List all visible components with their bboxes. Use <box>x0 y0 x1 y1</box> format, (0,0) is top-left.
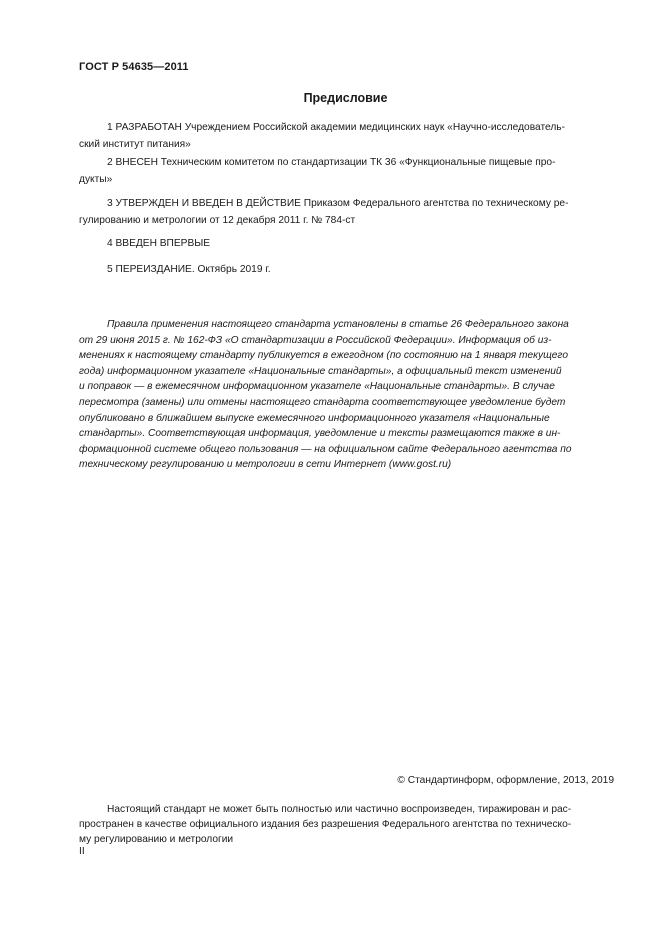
item-line: 3 УТВЕРЖДЕН И ВВЕДЕН В ДЕЙСТВИЕ Приказом Федерального агентства по техническому ре- <box>107 198 569 209</box>
notice-line: года) информационном указателе «Национальные стандарты», а официальный текст изменений <box>79 365 562 377</box>
section-title: Предисловие <box>303 91 388 105</box>
item-line: гулированию и метрологии от 12 декабря 2011 г. № 784-ст <box>79 214 356 226</box>
item-line: 5 ПЕРЕИЗДАНИЕ. Октябрь 2019 г. <box>107 264 271 275</box>
preface-item-1 <box>79 120 613 153</box>
preface-item-5 <box>79 262 613 279</box>
reproduction-notice <box>79 802 613 848</box>
item-line: 4 ВВЕДЕН ВПЕРВЫЕ <box>107 238 211 249</box>
preface-item-2 <box>79 155 613 188</box>
notice-line: техническому регулированию и метрологии в сети Интернет (www.gost.ru) <box>79 459 452 471</box>
footer-line: Настоящий стандарт не может быть полностью или частично воспроизведен, тиражирован и рас- <box>107 804 572 815</box>
item-line: 1 РАЗРАБОТАН Учреждением Российской академии медицинских наук «Научно-исследователь- <box>107 122 565 133</box>
preface-item-4 <box>79 236 613 253</box>
page-number: II <box>79 846 85 857</box>
item-line: дукты» <box>79 173 113 185</box>
notice-line: опубликовано в ближайшем выпуске ежемесячного информационного указателя «Национальные <box>79 412 550 424</box>
item-line: 2 ВНЕСЕН Техническим комитетом по стандартизации ТК 36 «Функциональные пищевые про- <box>107 157 556 168</box>
document-code: ГОСТ Р 54635—2011 <box>79 61 189 73</box>
notice-line: стандарты». Соответствующая информация, уведомление и тексты размещаются также в ин- <box>79 428 561 440</box>
footer-line: му регулированию и метрологии <box>79 834 234 846</box>
notice-line: Правила применения настоящего стандарта установлены в статье 26 Федерального закона <box>107 319 569 330</box>
notice-line: формационной системе общего пользования — на официальном сайте Федерального агентства по <box>79 443 572 455</box>
preface-item-3 <box>79 196 613 229</box>
notice-line: от 29 июня 2015 г. № 162-ФЗ «О стандартизации в Российской Федерации». Информация об из- <box>79 334 552 346</box>
copyright-notice: © Стандартинформ, оформление, 2013, 2019 <box>397 775 614 786</box>
notice-line: и поправок — в ежемесячном информационном указателе «Национальные стандарты». В случае <box>79 381 555 393</box>
item-line: ский институт питания» <box>79 138 191 150</box>
standard-notice <box>79 317 613 473</box>
footer-line: пространен в качестве официального издания без разрешения Федерального агентства по техническо- <box>79 819 572 831</box>
notice-line: пересмотра (замены) или отмены настоящего стандарта соответствующее уведомление будет <box>79 396 566 408</box>
notice-line: менениях к настоящему стандарту публикуется в ежегодном (по состоянию на 1 января текущего <box>79 350 568 362</box>
